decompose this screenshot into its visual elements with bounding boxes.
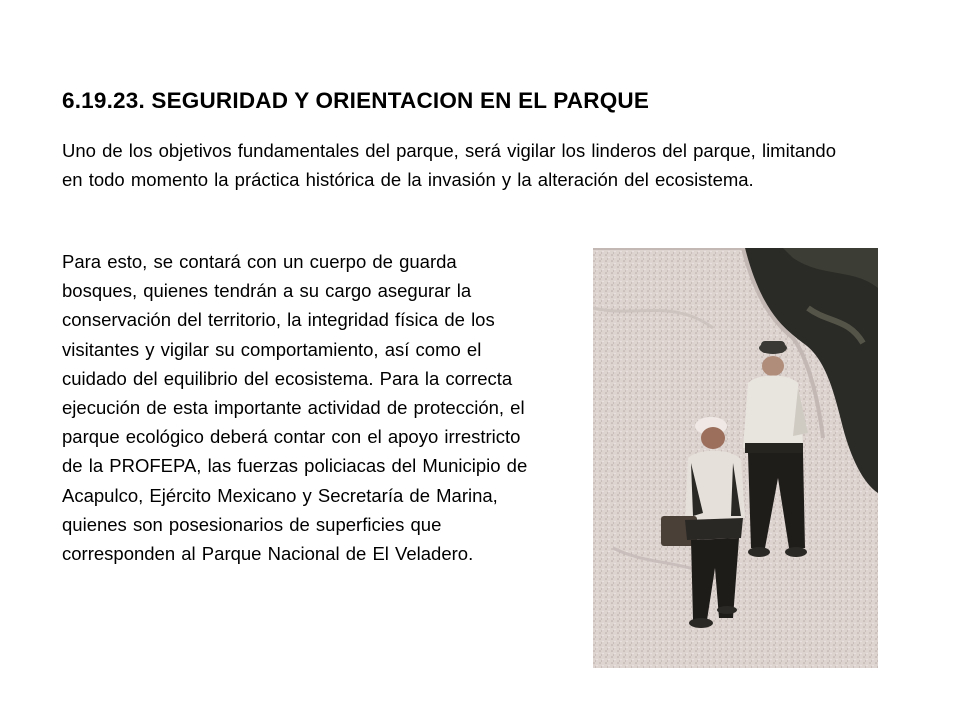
body-paragraph: Para esto, se contará con un cuerpo de guarda bosques, quienes tendrán a su cargo asegurar la conservación del territorio, la integridad física de los visitantes y vigilar su comportamiento, así como el cuidado del equilibrio del ecosistema. Para la correcta ejecución de esta importante actividad de protección, el parque ecológico deberá contar con el apoyo irrestricto de la PROFEPA, las fuerzas policiacas del Municipio de Acapulco, Ejército Mexicano y Secretaría de Marina, quienes son posesionarios de superficies que corresponden al Parque Nacional de El Veladero. [62,251,528,565]
park-rangers-photo [593,248,878,668]
intro-paragraph: Uno de los objetivos fundamentales del parque, será vigilar los linderos del parque, limitando en todo momento la práctica histórica de la invasión y la alteración del ecosistema. [62,140,837,190]
slide-title: 6.19.23. SEGURIDAD Y ORIENTACION EN EL PARQUE [62,88,650,113]
